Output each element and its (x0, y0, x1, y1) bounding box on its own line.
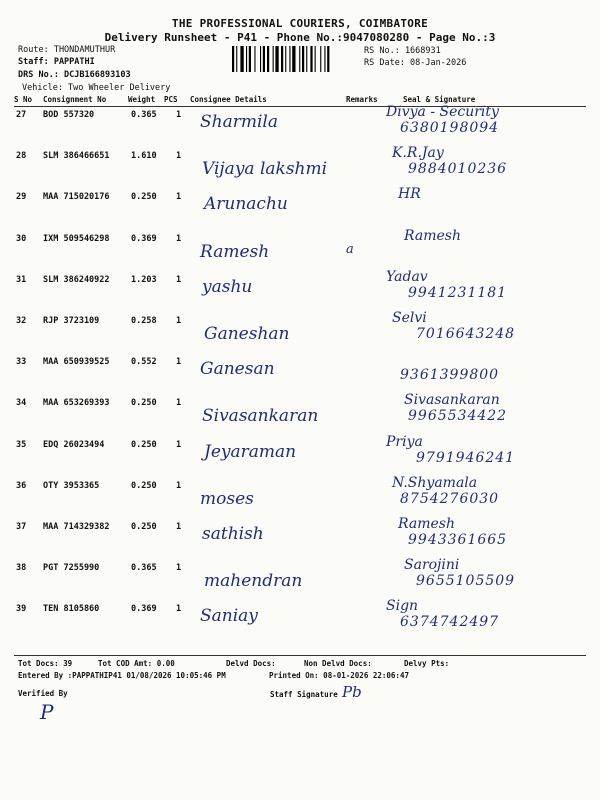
printed-on: Printed On: 08-01-2026 22:06:47 (269, 671, 409, 680)
consignee-handwritten-name: yashu (202, 276, 253, 297)
row-weight: 0.258 (131, 316, 157, 326)
consignee-handwritten-name: Sivasankaran (202, 406, 319, 427)
row-weight: 0.365 (131, 563, 157, 574)
row-serial-number: 31 (16, 274, 27, 285)
receiver-signature: Divya - Security (386, 104, 499, 120)
row-weight: 1.610 (131, 151, 157, 162)
staff-signature: Pb (342, 683, 362, 701)
row-consignment-number: SLM 386240922 (43, 274, 110, 285)
non-delivered-docs: Non Delvd Docs: (304, 659, 372, 668)
staff-signature-label: Staff Signature (270, 690, 338, 699)
consignee-handwritten-name: Vijaya lakshmi (202, 159, 328, 180)
row-pieces: 1 (176, 480, 182, 491)
consignee-handwritten-name: Ganeshan (204, 324, 290, 344)
row-serial-number: 34 (16, 398, 27, 409)
total-cod: Tot COD Amt: 0.00 (98, 659, 175, 668)
receiver-phone: 9941231181 (408, 284, 508, 301)
company-title: THE PROFESSIONAL COURIERS, COIMBATORE (171, 17, 429, 30)
row-pieces: 1 (176, 522, 182, 532)
consignee-handwritten-name: Ganesan (200, 359, 275, 380)
route-label: Route: THONDAMUTHUR (18, 45, 116, 55)
row-serial-number: 33 (16, 357, 27, 368)
entered-by: Entered By :PAPPATHIP41 01/08/2026 10:05:46 PM (18, 671, 226, 680)
receiver-signature: N.Shyamala (392, 474, 478, 491)
consignee-handwritten-name: Ramesh (200, 241, 270, 262)
row-consignment-number: MAA 714329382 (43, 522, 110, 532)
row-pieces: 1 (176, 316, 182, 326)
col-sno: S No (14, 95, 33, 104)
vehicle-label: Vehicle: Two Wheeler Delivery (22, 83, 171, 93)
row-pieces: 1 (176, 274, 182, 285)
col-seal-signature: Seal & Signature (403, 95, 476, 104)
consignee-handwritten-name: Sharmila (200, 112, 278, 132)
row-serial-number: 37 (16, 522, 27, 532)
row-serial-number: 32 (16, 316, 27, 326)
receiver-signature: Selvi (392, 310, 427, 326)
receiver-signature: Yadav (386, 268, 428, 285)
header-divider (14, 106, 586, 107)
row-weight: 0.250 (131, 480, 157, 491)
row-consignment-number: MAA 650939525 (43, 357, 110, 368)
row-weight: 0.250 (131, 439, 157, 450)
row-serial-number: 36 (16, 480, 27, 491)
row-weight: 0.250 (131, 522, 157, 532)
receiver-phone: 9361399800 (400, 367, 500, 384)
row-pieces: 1 (176, 398, 182, 409)
row-serial-number: 27 (16, 110, 27, 120)
row-pieces: 1 (176, 439, 182, 450)
row-weight: 0.250 (131, 192, 157, 203)
receiver-phone: 9655105509 (416, 573, 516, 590)
row-pieces: 1 (176, 563, 182, 574)
row-weight: 0.369 (131, 604, 157, 615)
total-docs: Tot Docs: 39 (18, 659, 73, 668)
rs-number: RS No.: 1668931 (364, 46, 441, 56)
row-serial-number: 39 (16, 604, 27, 615)
receiver-signature: Sign (386, 598, 419, 615)
row-weight: 1.203 (131, 274, 157, 285)
consignee-handwritten-name: mahendran (204, 571, 303, 592)
row-pieces: 1 (176, 192, 182, 203)
delivery-points: Delvy Pts: (404, 659, 450, 668)
receiver-signature: Sarojini (404, 557, 460, 574)
consignee-handwritten-name: Jeyaraman (204, 441, 297, 462)
row-weight: 0.365 (131, 110, 157, 120)
consignee-handwritten-name: Saniay (200, 606, 258, 627)
row-remark: a (346, 241, 354, 257)
verifier-signature: P (40, 700, 54, 724)
row-pieces: 1 (176, 357, 182, 368)
row-serial-number: 30 (16, 233, 27, 244)
row-weight: 0.552 (131, 357, 157, 368)
barcode-image (232, 46, 360, 72)
receiver-phone: 9884010236 (408, 161, 508, 178)
receiver-phone: 7016643248 (416, 326, 516, 342)
row-serial-number: 35 (16, 439, 27, 450)
receiver-signature: Priya (386, 433, 423, 450)
receiver-signature: Ramesh (404, 227, 461, 244)
receiver-phone: 8754276030 (400, 490, 500, 507)
col-consignee: Consignee Details (190, 95, 267, 104)
consignee-handwritten-name: moses (200, 488, 254, 509)
receiver-signature: Sivasankaran (404, 392, 500, 409)
receiver-signature: HR (398, 186, 421, 203)
row-consignment-number: PGT 7255990 (43, 563, 100, 574)
col-weight: Weight (128, 95, 156, 104)
row-consignment-number: EDQ 26023494 (43, 439, 105, 450)
consignee-handwritten-name: sathish (202, 524, 264, 544)
staff-label: Staff: PAPPATHI (18, 57, 95, 67)
col-consignment: Consignment No (43, 95, 107, 104)
row-pieces: 1 (176, 110, 182, 120)
col-remarks: Remarks (346, 95, 378, 104)
consignee-handwritten-name: Arunachu (204, 194, 288, 215)
receiver-phone: 9943361665 (408, 532, 508, 548)
row-serial-number: 29 (16, 192, 27, 203)
row-consignment-number: RJP 3723109 (43, 316, 100, 326)
row-weight: 0.369 (131, 233, 157, 244)
row-consignment-number: BOD 557320 (43, 110, 95, 120)
row-serial-number: 28 (16, 151, 27, 162)
row-consignment-number: MAA 653269393 (43, 398, 110, 409)
receiver-phone: 6380198094 (400, 120, 500, 136)
receiver-signature: K.R.Jay (392, 145, 444, 162)
row-pieces: 1 (176, 151, 182, 162)
row-pieces: 1 (176, 604, 182, 615)
drs-number: DRS No.: DCJB166893103 (18, 70, 131, 80)
row-consignment-number: TEN 8105860 (43, 604, 100, 615)
delivered-docs: Delvd Docs: (226, 659, 276, 668)
receiver-phone: 9791946241 (416, 449, 516, 466)
verified-by-label: Verified By (18, 689, 68, 698)
row-consignment-number: SLM 386466651 (43, 151, 110, 162)
receiver-signature: Ramesh (398, 516, 455, 532)
receiver-phone: 6374742497 (400, 614, 500, 631)
row-pieces: 1 (176, 233, 182, 244)
row-weight: 0.250 (131, 398, 157, 409)
col-pcs: PCS (164, 95, 178, 104)
row-consignment-number: IXM 509546298 (43, 233, 110, 244)
receiver-phone: 9965534422 (408, 408, 508, 425)
row-serial-number: 38 (16, 563, 27, 574)
row-consignment-number: OTY 3953365 (43, 480, 100, 491)
rs-date: RS Date: 08-Jan-2026 (364, 58, 467, 68)
runsheet-title: Delivery Runsheet - P41 - Phone No.:9047080280 - Page No.:3 (104, 31, 496, 44)
footer-divider (14, 655, 586, 656)
row-consignment-number: MAA 715020176 (43, 192, 110, 203)
